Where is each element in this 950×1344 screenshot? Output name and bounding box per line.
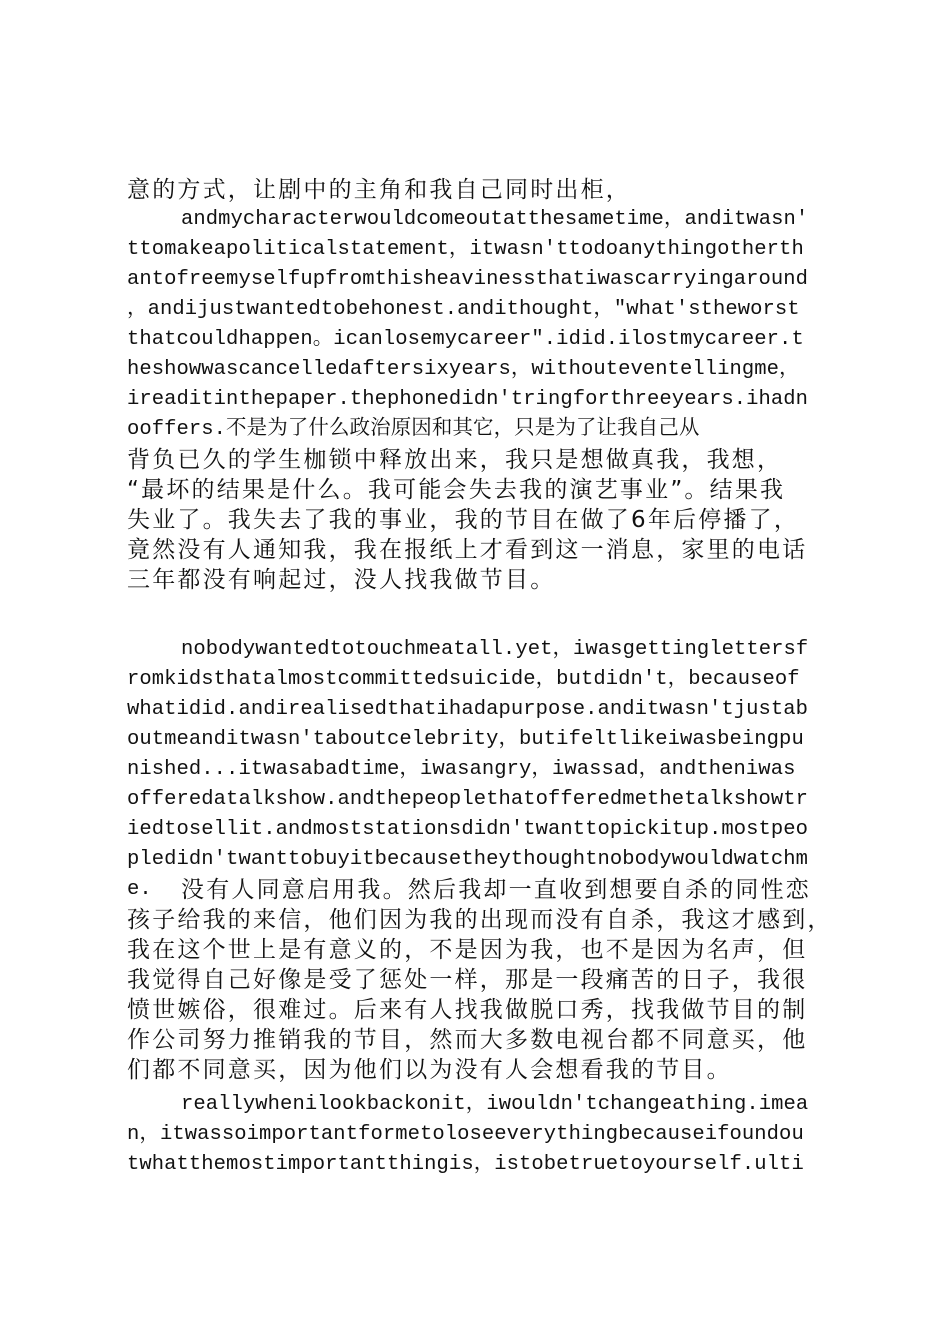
text-line: 竟然没有人通知我，我在报纸上才看到这一消息，家里的电话 xyxy=(127,537,808,563)
paragraph-english-1 xyxy=(127,205,833,445)
text-line: 没有人同意启用我。然后我却一直收到想要自杀的同性恋 xyxy=(181,877,811,903)
text-line: 我在这个世上是有意义的，不是因为我，也不是因为名声，但 xyxy=(127,937,808,963)
text-line: reallywhenilookbackonit，iwouldn'tchangeathing.imea xyxy=(181,1093,809,1116)
text-line: whatidid.andirealisedthatihadapurpose.anditwasn'tjustab xyxy=(127,698,809,721)
text-line: 意的方式，让剧中的主角和我自己同时出柜， xyxy=(127,177,631,203)
text-line: heshowwascancelledaftersixyears，withouteventellingme， xyxy=(127,358,800,381)
text-line: andmycharacterwouldcomeoutatthesametime，anditwasn' xyxy=(181,208,809,231)
text-line: e. xyxy=(127,878,152,901)
text-line: 作公司努力推销我的节目，然而大多数电视台都不同意买，他 xyxy=(127,1027,808,1053)
paragraph-chinese-continuation xyxy=(127,175,833,205)
text-line: twhatthemostimportantthingis，istobetruetoyourself.ulti xyxy=(127,1153,804,1176)
text-line: nished...itwasabadtime，iwasangry，iwassad，andtheniwas xyxy=(127,758,796,781)
text-line: 们都不同意买，因为他们以为没有人会想看我的节目。 xyxy=(127,1057,732,1083)
paragraph-english-3 xyxy=(127,1090,833,1180)
text-line: “最坏的结果是什么。我可能会失去我的演艺事业”。结果我 xyxy=(127,477,786,503)
text-line: pledidn'twanttobuyitbecausetheythoughtnobodywouldwatchm xyxy=(127,848,809,871)
text-line: 孩子给我的来信，他们因为我的出现而没有自杀，我这才感到， xyxy=(127,907,833,933)
text-line: ireaditinthepaper.thephonedidn'tringforthreeyears.ihadn xyxy=(127,388,809,411)
text-line: 失业了。我失去了我的事业，我的节目在做了6年后停播了， xyxy=(127,507,800,533)
paragraph-chinese-2 xyxy=(127,875,833,1085)
text-line: 我觉得自己好像是受了惩处一样，那是一段痛苦的日子，我很 xyxy=(127,967,808,993)
text-line: 愤世嫉俗，很难过。后来有人找我做脱口秀，找我做节目的制 xyxy=(127,997,808,1023)
text-line: thatcouldhappen。icanlosemycareer".idid.ilostmycareer.t xyxy=(127,328,804,351)
text-line: offeredatalkshow.andthepeoplethatofferedmethetalkshowtr xyxy=(127,788,809,811)
text-line: n，itwassoimportantformetoloseeverythingbecauseifoundou xyxy=(127,1123,804,1146)
paragraph-english-2 xyxy=(127,635,833,905)
text-line: ，andijustwantedtobehonest.andithought，"what'stheworst xyxy=(127,298,800,321)
text-line: 背负已久的学生枷锁中释放出来，我只是想做真我，我想， xyxy=(127,447,783,473)
text-line: romkidsthatalmostcommittedsuicide，butdidn't，becauseof xyxy=(127,668,800,691)
text-line: antofreemyselfupfromthisheavinessthatiwascarryingaround xyxy=(127,268,809,291)
text-line: 三年都没有响起过，没人找我做节目。 xyxy=(127,567,556,593)
paragraph-chinese-1 xyxy=(127,445,833,595)
text-line: iedtosellit.andmoststationsdidn'twanttopickitup.mostpeo xyxy=(127,818,809,841)
text-line: ooffers.不是为了什么政治原因和其它，只是为了让我自己从 xyxy=(127,418,700,441)
text-line: outmeanditwasn'taboutcelebrity，butifeltlikeiwasbeingpu xyxy=(127,728,804,751)
text-line: ttomakeapoliticalstatement，itwasn'ttodoanythingotherth xyxy=(127,238,804,261)
text-line: nobodywantedtotouchmeatall.yet，iwasgettinglettersf xyxy=(181,638,809,661)
